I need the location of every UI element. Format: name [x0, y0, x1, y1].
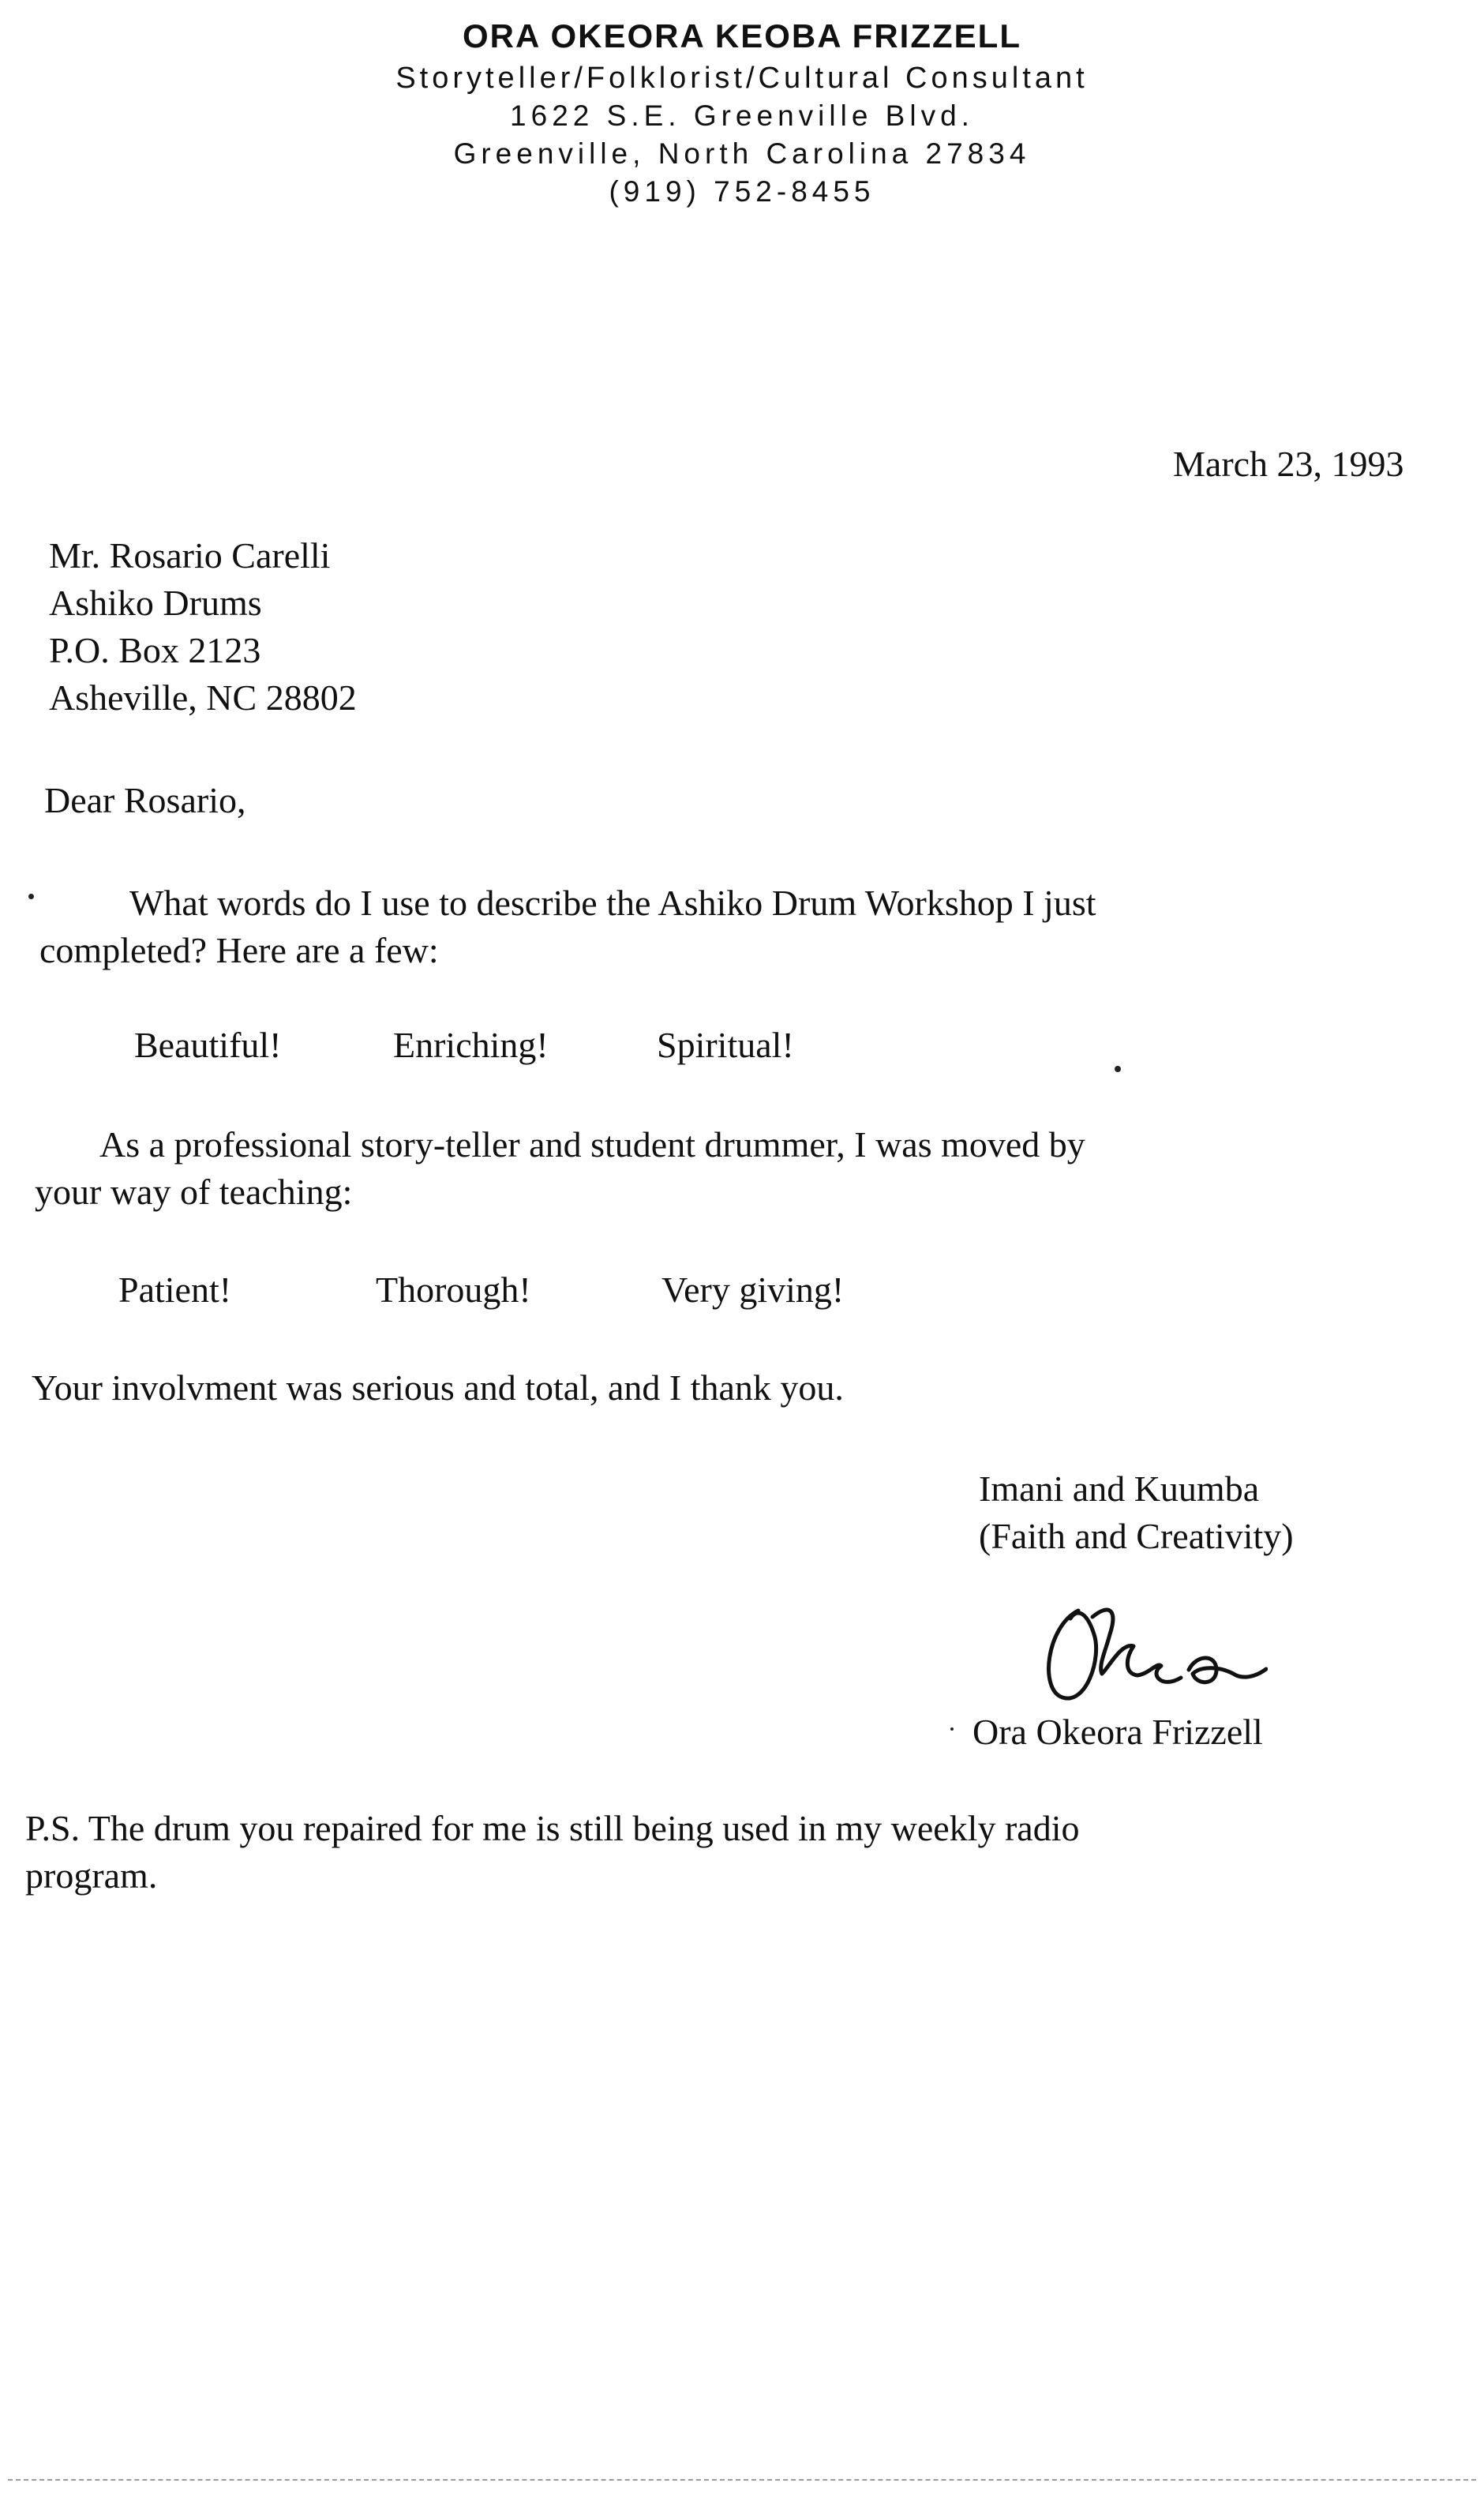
praise-word: Enriching!: [393, 1025, 549, 1065]
scan-speck: [1115, 1066, 1121, 1072]
letterhead-phone: (919) 752-8455: [609, 175, 875, 208]
closing-line-2: (Faith and Creativity): [979, 1516, 1294, 1556]
postscript-line-2: program.: [25, 1855, 158, 1896]
scan-speck: [28, 894, 34, 899]
paragraph-1-line-2: completed? Here are a few:: [39, 930, 439, 970]
paragraph-2: [35, 1121, 1085, 1216]
scan-speck: [950, 1727, 954, 1731]
letter-date: March 23, 1993: [1173, 444, 1404, 484]
paragraph-2-line-1: As a professional story-teller and student drummer, I was moved by: [99, 1124, 1085, 1165]
letterhead-title: Storyteller/Folklorist/Cultural Consultant: [395, 62, 1089, 95]
recipient-company: Ashiko Drums: [49, 583, 262, 623]
closing: [979, 1465, 1294, 1560]
letterhead-address-line1: 1622 S.E. Greenville Blvd.: [510, 99, 974, 132]
praise-word: Spiritual!: [657, 1025, 794, 1065]
recipient-name: Mr. Rosario Carelli: [49, 535, 331, 576]
paragraph-1: [39, 880, 1096, 974]
letterhead-address-line2: Greenville, North Carolina 27834: [453, 137, 1031, 170]
recipient-po-box: P.O. Box 2123: [49, 630, 261, 670]
paragraph-3: Your involvment was serious and total, and I thank you.: [32, 1367, 844, 1408]
paragraph-1-line-1: What words do I use to describe the Ashiko Drum Workshop I just: [129, 883, 1096, 923]
letterhead-name: ORA OKEORA KEOBA FRIZZELL: [463, 17, 1021, 54]
closing-line-1: Imani and Kuumba: [979, 1468, 1260, 1509]
recipient-address: [49, 532, 357, 722]
postscript: [25, 1805, 1079, 1900]
praise-word: Beautiful!: [134, 1025, 282, 1065]
praise-word: Patient!: [118, 1270, 232, 1310]
postscript-line-1: P.S. The drum you repaired for me is still being used in my weekly radio: [25, 1808, 1080, 1848]
salutation: Dear Rosario,: [44, 780, 246, 820]
paragraph-2-line-2: your way of teaching:: [35, 1172, 353, 1212]
praise-word: Thorough!: [376, 1270, 531, 1310]
recipient-city-state-zip: Asheville, NC 28802: [49, 677, 357, 718]
signer-name: Ora Okeora Frizzell: [972, 1712, 1263, 1752]
praise-word: Very giving!: [661, 1270, 845, 1310]
bottom-scan-edge: [8, 2479, 1476, 2481]
handwritten-signature: [1031, 1587, 1268, 1705]
